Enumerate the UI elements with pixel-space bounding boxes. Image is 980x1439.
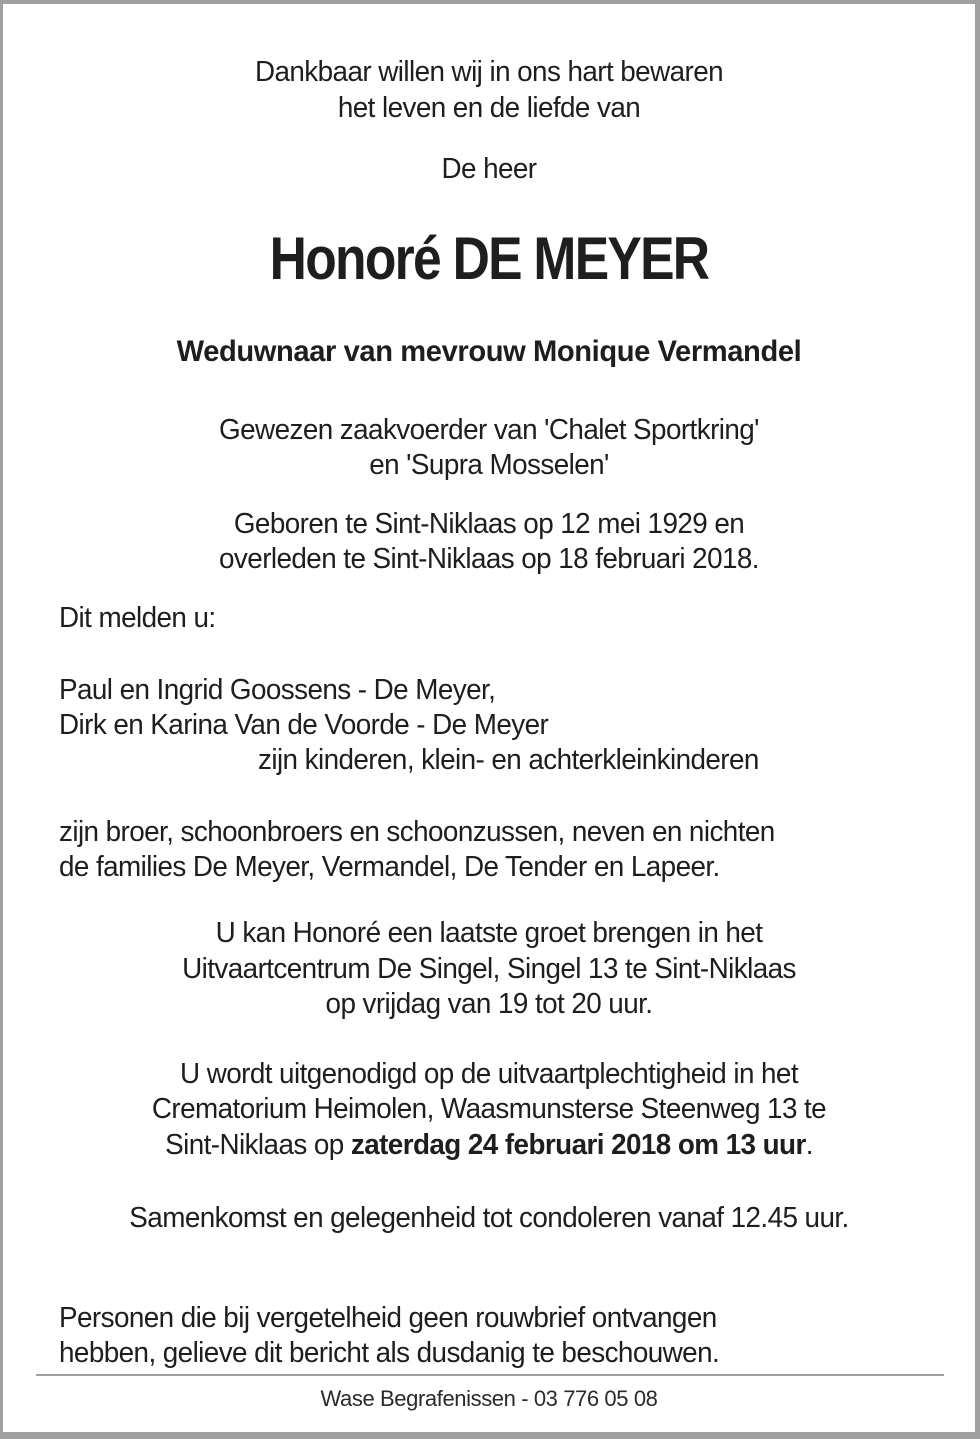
occupation-line-1: Gewezen zaakvoerder van 'Chalet Sportkring' <box>219 414 759 446</box>
obituary-page <box>3 4 975 1432</box>
family-line-4: zijn broer, schoonbroers en schoonzussen, neven en nichten <box>59 816 775 848</box>
gathering-line: Samenkomst en gelegenheid tot condoleren vanaf 12.45 uur. <box>129 1202 849 1234</box>
deceased-name: Honoré DE MEYER <box>269 225 709 292</box>
ceremony-line-2: Crematorium Heimolen, Waasmunsterse Steenweg 13 te <box>151 1093 827 1125</box>
ceremony-date-time: zaterdag 24 februari 2018 om 13 uur <box>350 1129 806 1161</box>
ceremony-prefix: Sint-Niklaas op <box>165 1129 351 1161</box>
intro-line-2: het leven en de liefde van <box>337 92 641 124</box>
footer-divider <box>36 1374 944 1376</box>
intro-line-1: Dankbaar willen wij in ons hart bewaren <box>254 56 724 88</box>
visitation-line-1: U kan Honoré een laatste groet brengen in het <box>215 917 763 949</box>
occupation-line-2: en 'Supra Mosselen' <box>369 449 609 481</box>
ceremony-suffix: . <box>805 1129 813 1161</box>
notice-line-2: hebben, gelieve dit bericht als dusdanig te beschouwen. <box>59 1337 720 1369</box>
family-line-3: zijn kinderen, klein- en achterkleinkinderen <box>258 744 759 776</box>
ceremony-line-3 <box>22 1127 955 1163</box>
family-line-5: de families De Meyer, Vermandel, De Tender en Lapeer. <box>59 851 720 883</box>
visitation-line-2: Uitvaartcentrum De Singel, Singel 13 te Sint-Niklaas <box>182 953 796 985</box>
salutation: De heer <box>441 153 537 185</box>
family-line-1: Paul en Ingrid Goossens - De Meyer, <box>59 674 496 706</box>
notice-line-1: Personen die bij vergetelheid geen rouwbrief ontvangen <box>59 1302 717 1334</box>
birth-line: Geboren te Sint-Niklaas op 12 mei 1929 en <box>233 508 745 540</box>
announcers-heading: Dit melden u: <box>59 602 216 634</box>
family-line-2: Dirk en Karina Van de Voorde - De Meyer <box>59 709 549 741</box>
visitation-line-3: op vrijdag van 19 tot 20 uur. <box>325 988 653 1020</box>
spouse-line: Weduwnaar van mevrouw Monique Vermandel <box>176 335 802 368</box>
footer-funeral-home: Wase Begrafenissen - 03 776 05 08 <box>320 1386 658 1411</box>
ceremony-line-1: U wordt uitgenodigd op de uitvaartplechtigheid in het <box>180 1058 798 1090</box>
death-line: overleden te Sint-Niklaas op 18 februari 2018. <box>219 543 759 575</box>
